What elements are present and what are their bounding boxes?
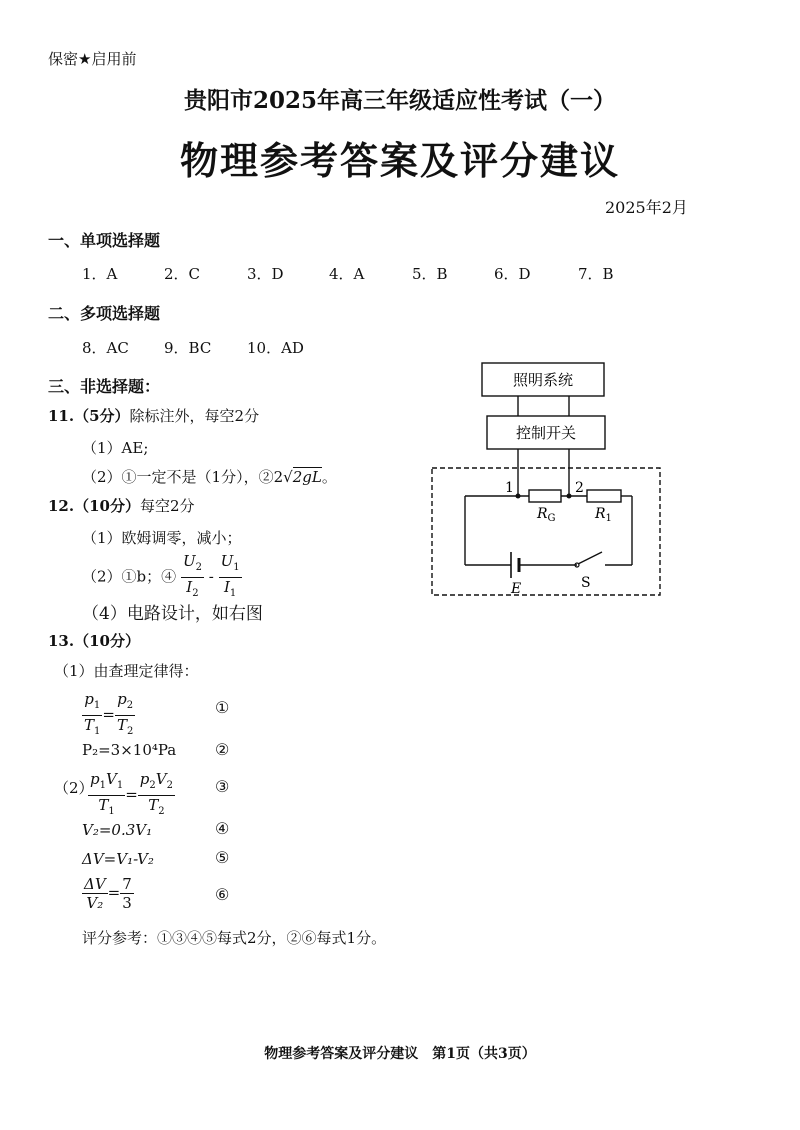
answer-6: 6．D (494, 265, 531, 283)
q12-number: 12.（10分） (48, 497, 140, 515)
q11-answer-2-text: （2）①一定不是（1分），②2 (82, 468, 284, 486)
node-2-label: 2 (575, 480, 584, 496)
section2-heading: 二、多项选择题 (48, 304, 161, 323)
resistor-r1 (587, 490, 621, 502)
fraction-u2-i2: $\frac{U_2}{I_2}$ (182, 552, 202, 599)
sqrt-radicand: 2gL (292, 468, 322, 486)
exam-subtitle: 贵阳市2025年高三年级适应性考试（一） (183, 87, 616, 114)
eq4: V₂=0.3V₁ (82, 821, 153, 839)
q12-note: 每空2分 (139, 497, 195, 515)
node-1-label: 1 (505, 480, 514, 496)
mark-5: ⑤ (215, 848, 230, 867)
circuit-diagram (425, 355, 665, 605)
answer-3: 3．D (247, 265, 284, 283)
q13-header: 13.（10分） (48, 632, 140, 650)
mark-2: ② (215, 740, 230, 759)
r1-label: $R_1$ (595, 506, 612, 524)
q11-answer-2-end: 。 (321, 468, 337, 486)
q11-answer-1: （1）AE; (82, 439, 149, 457)
lighting-system-label: 照明系统 (512, 371, 574, 389)
answer-5: 5．B (412, 265, 448, 283)
eq2: P₂=3×10⁴Pa (82, 741, 177, 759)
eq1: $\frac{p_1}{T_1}$ = $\frac{p_2}{T_2}$ (84, 690, 134, 737)
answer-2: 2．C (164, 265, 201, 283)
rg-label: $R_G$ (537, 506, 556, 524)
q12-answer-4: （4）电路设计，如右图 (82, 604, 263, 624)
q11-header (48, 405, 259, 426)
q11-answer-2 (82, 466, 337, 487)
fraction-u1-i1: $\frac{U_1}{I_1}$ (220, 552, 240, 599)
answer-7: 7．B (578, 265, 614, 283)
answer-1: 1．A (82, 265, 118, 283)
node-2 (567, 494, 572, 499)
q12-answer-2-text: （2）①b；④ (82, 567, 177, 586)
page-title: 物理参考答案及评分建议 (179, 138, 620, 183)
dashed-enclosure (432, 468, 660, 595)
q12-answer-1: （1）欧姆调零，减小； (82, 529, 242, 547)
answer-10: 10．AD (247, 339, 304, 357)
q11-note: 除标注外，每空2分 (129, 407, 260, 425)
mark-3: ③ (215, 777, 230, 796)
confidential-label: 保密★启用前 (48, 50, 137, 68)
eq5: ΔV=V₁-V₂ (82, 850, 154, 868)
page-footer: 物理参考答案及评分建议 第1页（共3页） (264, 1046, 536, 1062)
answer-9: 9．BC (164, 339, 212, 357)
minus-sign: - (208, 567, 214, 586)
mark-6: ⑥ (215, 885, 230, 904)
resistor-rg (529, 490, 561, 502)
eq3: $\frac{p_1V_1}{T_1}$ = $\frac{p_2V_2}{T_2}$ (90, 770, 173, 817)
node-1 (516, 494, 521, 499)
battery-label: E (511, 581, 522, 597)
control-switch-label: 控制开关 (515, 424, 577, 442)
scoring-note: 评分参考：①③④⑤每式2分，②⑥每式1分。 (82, 929, 387, 947)
section3-heading: 三、非选择题： (48, 377, 161, 396)
mark-1: ① (215, 698, 230, 717)
answer-8: 8．AC (82, 339, 129, 357)
mark-4: ④ (215, 819, 230, 838)
answer-4: 4．A (329, 265, 365, 283)
section1-heading: 一、单项选择题 (48, 231, 161, 250)
q12-header (48, 495, 195, 516)
switch-lever (578, 552, 602, 564)
q11-number: 11.（5分） (48, 407, 130, 425)
q12-answer-2 (82, 552, 242, 603)
eq6: $\frac{\Delta V}{\text{V₂}}$ = $\frac{7}{3}$ (84, 875, 132, 912)
date: 2025年2月 (605, 198, 688, 217)
sqrt-sign: √ (283, 468, 293, 486)
q13-part2-label: （2） (54, 779, 94, 797)
switch-label: S (581, 575, 591, 591)
q13-part1: （1）由查理定律得： (54, 662, 199, 680)
